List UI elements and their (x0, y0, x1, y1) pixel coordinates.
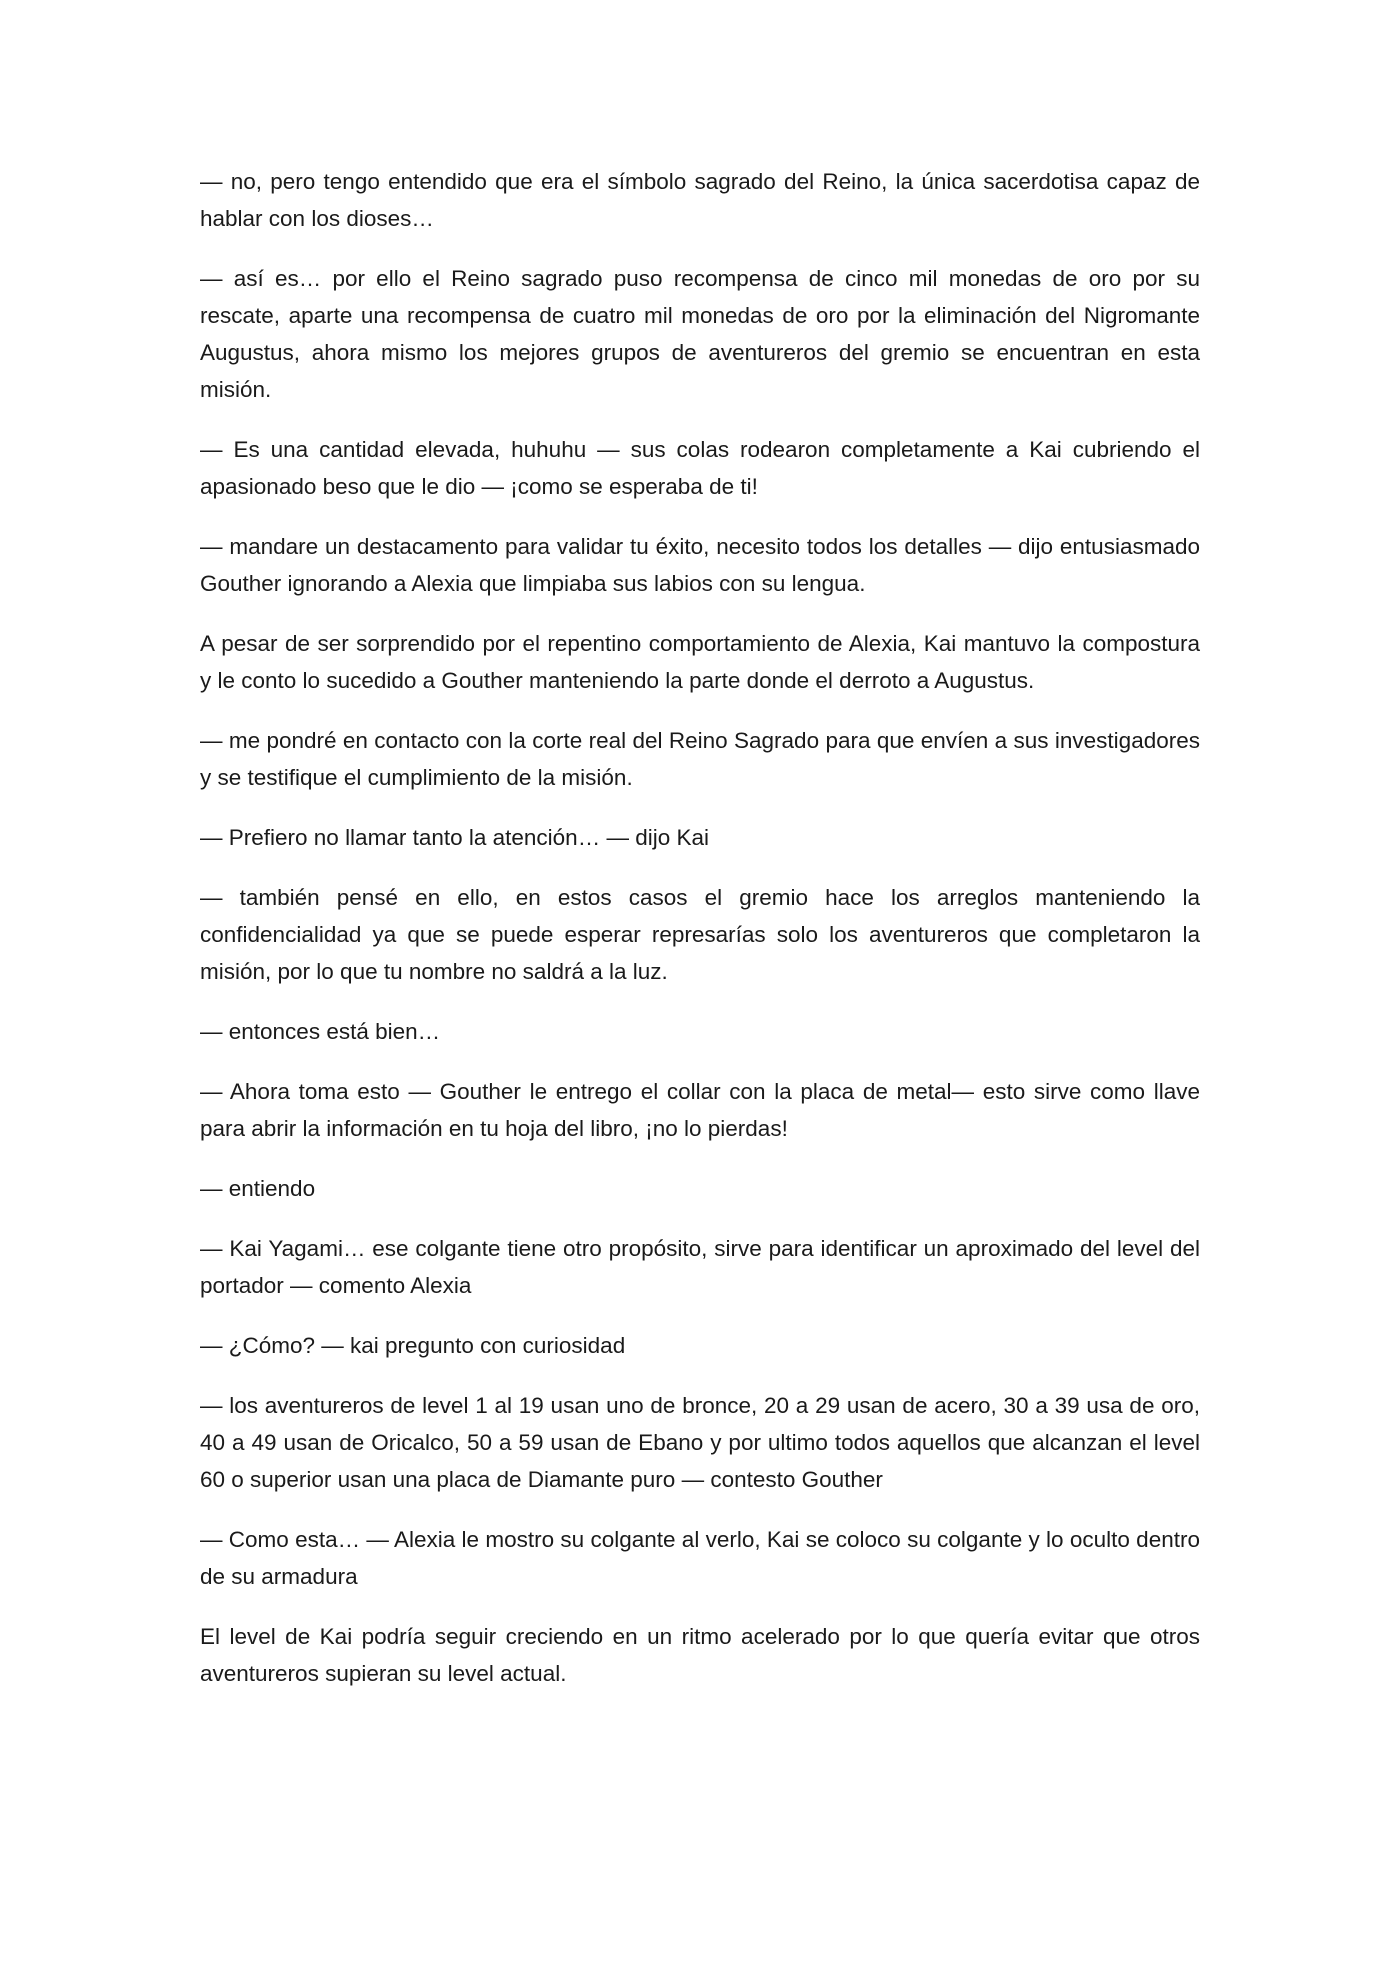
paragraph-16: El level de Kai podría seguir creciendo en un ritmo acelerado por lo que quería evitar que otros aventureros supieran su level actual. (200, 1624, 1200, 1686)
paragraph-2: — así es… por ello el Reino sagrado puso recompensa de cinco mil monedas de oro por su rescate, aparte una recompensa de cuatro mil monedas de oro por la eliminación del Nigromante Augustus, ahora mismo los mejores grupos de aventureros del gremio se encuentran en esta misión. (200, 266, 1200, 402)
paragraph-3: — Es una cantidad elevada, huhuhu — sus colas rodearon completamente a Kai cubriendo el apasionado beso que le dio — ¡como se esperaba de ti! (200, 437, 1200, 499)
paragraph-15: — Como esta… — Alexia le mostro su colgante al verlo, Kai se coloco su colgante y lo oculto dentro de su armadura (200, 1527, 1200, 1589)
paragraph-14: — los aventureros de level 1 al 19 usan uno de bronce, 20 a 29 usan de acero, 30 a 39 usa de oro, 40 a 49 usan de Oricalco, 50 a 59 usan de Ebano y por ultimo todos aquellos que alcanzan el level 60 o superior usan una placa de Diamante puro — contesto Gouther (200, 1393, 1200, 1492)
paragraph-1: — no, pero tengo entendido que era el símbolo sagrado del Reino, la única sacerdotisa capaz de hablar con los dioses… (200, 169, 1200, 231)
paragraph-10: — Ahora toma esto — Gouther le entrego el collar con la placa de metal— esto sirve como llave para abrir la información en tu hoja del libro, ¡no lo pierdas! (200, 1079, 1200, 1141)
paragraph-12: — Kai Yagami… ese colgante tiene otro propósito, sirve para identificar un aproximado del level del portador — comento Alexia (200, 1236, 1200, 1298)
paragraph-13: — ¿Cómo? — kai pregunto con curiosidad (200, 1333, 626, 1358)
document-text-body (200, 163, 1200, 1715)
paragraph-4: — mandare un destacamento para validar tu éxito, necesito todos los detalles — dijo entusiasmado Gouther ignorando a Alexia que limpiaba sus labios con su lengua. (200, 534, 1200, 596)
paragraph-6: — me pondré en contacto con la corte real del Reino Sagrado para que envíen a sus investigadores y se testifique el cumplimiento de la misión. (200, 728, 1200, 790)
paragraph-5: A pesar de ser sorprendido por el repentino comportamiento de Alexia, Kai mantuvo la compostura y le conto lo sucedido a Gouther manteniendo la parte donde el derroto a Augustus. (200, 631, 1200, 693)
paragraph-9: — entonces está bien… (200, 1019, 441, 1044)
paragraph-8: — también pensé en ello, en estos casos el gremio hace los arreglos manteniendo la confidencialidad ya que se puede esperar represarías solo los aventureros que completaron la misión, por lo que tu nombre no saldrá a la luz. (200, 885, 1200, 984)
paragraph-7: — Prefiero no llamar tanto la atención… — dijo Kai (200, 825, 709, 850)
paragraph-11: — entiendo (200, 1176, 316, 1201)
